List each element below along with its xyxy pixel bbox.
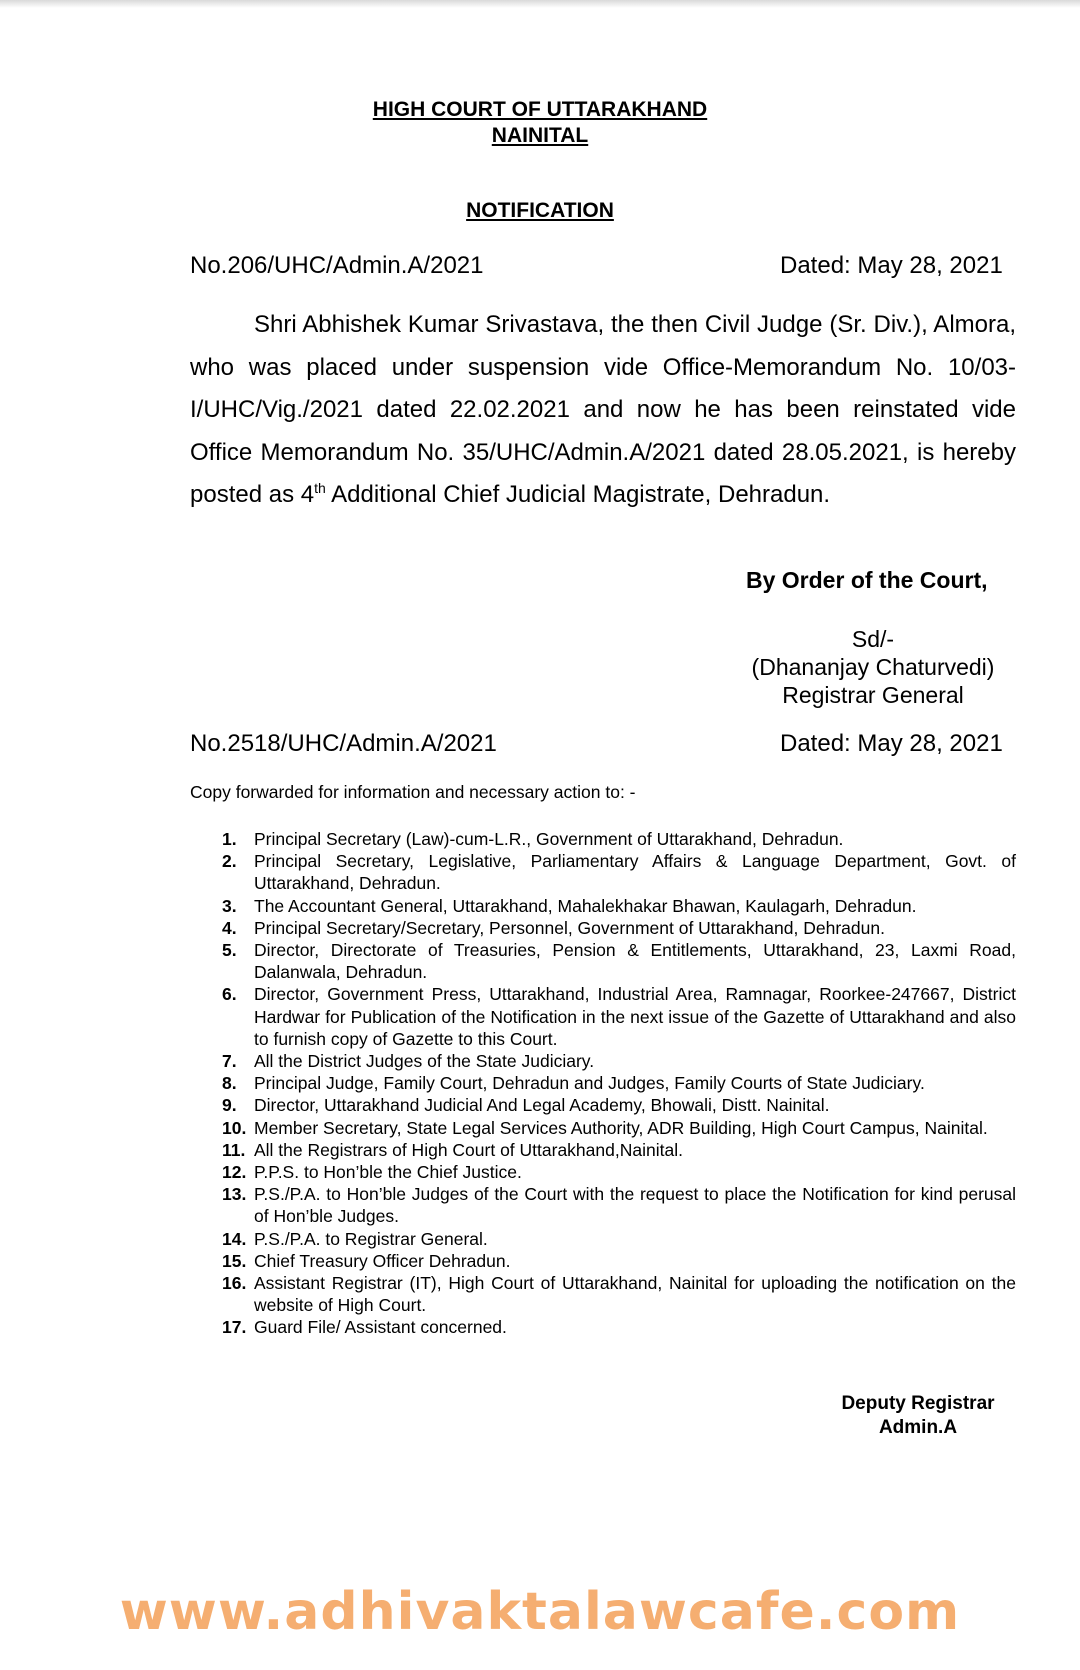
notification-body xyxy=(190,304,1016,517)
list-item xyxy=(222,828,1016,850)
list-item xyxy=(222,1094,1016,1116)
list-item-text: P.S./P.A. to Hon’ble Judges of the Court with the request to place the Notification for kind perusal of Hon’ble Judges. xyxy=(254,1184,1016,1227)
list-item xyxy=(222,917,1016,939)
court-title: HIGH COURT OF UTTARAKHAND xyxy=(372,98,708,121)
list-item-text: Member Secretary, State Legal Services Authority, ADR Building, High Court Campus, Nainital. xyxy=(254,1117,988,1138)
website-watermark: www.adhivaktalawcafe.com xyxy=(119,1582,961,1642)
body-text-part-1: Shri Abhishek Kumar Srivastava, the then Civil Judge (Sr. Div.), Almora, who was placed under suspension vide Office-Memorandum No. 10/03-I/UHC/Vig./2021 dated 22.02.2021 and now he has been reinstated vide Office Memorandum No. 35/UHC/Admin.A/2021 dated 28.05.2021, is hereby posted as 4 xyxy=(190,311,1016,508)
deputy-registrar-section: Admin.A xyxy=(878,1417,958,1438)
list-item-number: 7. xyxy=(222,1051,237,1072)
list-item-text: Guard File/ Assistant concerned. xyxy=(254,1317,507,1338)
list-item-number: 5. xyxy=(222,940,237,961)
by-order-line: By Order of the Court, xyxy=(746,567,988,593)
list-item xyxy=(222,1228,1016,1250)
list-item-number: 8. xyxy=(222,1073,237,1094)
list-item xyxy=(222,983,1016,1050)
court-place: NAINITAL xyxy=(491,124,589,147)
list-item xyxy=(222,1183,1016,1227)
signatory-name: (Dhananjay Chaturvedi) xyxy=(751,654,995,680)
list-item-text: Director, Directorate of Treasuries, Pension & Entitlements, Uttarakhand, 23, Laxmi Road, Dalanwala, Dehradun. xyxy=(254,940,1016,983)
list-item-number: 16. xyxy=(222,1273,247,1294)
list-item xyxy=(222,1050,1016,1072)
list-item-number: 4. xyxy=(222,917,237,938)
list-item-number: 15. xyxy=(222,1250,247,1271)
list-item-text: Principal Secretary, Legislative, Parliamentary Affairs & Language Department, Govt. of Uttarakhand, Dehradun. xyxy=(254,851,1016,894)
list-item-number: 17. xyxy=(222,1317,247,1338)
list-item-text: All the Registrars of High Court of Uttarakhand,Nainital. xyxy=(254,1139,683,1160)
list-item-number: 1. xyxy=(222,829,237,849)
list-item xyxy=(222,895,1016,917)
list-item xyxy=(222,1250,1016,1272)
endorsement-number: No.2518/UHC/Admin.A/2021 xyxy=(190,730,497,757)
list-item-text: Director, Government Press, Uttarakhand, Industrial Area, Ramnagar, Roorkee-247667, District Hardwar for Publication of the Notification in the next issue of the Gazette of Uttarakhand and also to furnish copy of Gazette to this Court. xyxy=(254,984,1016,1049)
list-item xyxy=(222,1272,1016,1316)
list-item-text: P.P.S. to Hon’ble the Chief Justice. xyxy=(254,1162,522,1183)
list-item-text: Principal Secretary (Law)-cum-L.R., Government of Uttarakhand, Dehradun. xyxy=(254,829,844,849)
list-item-text: Principal Judge, Family Court, Dehradun and Judges, Family Courts of State Judiciary. xyxy=(254,1073,925,1094)
list-item xyxy=(222,1316,1016,1338)
list-item-number: 11. xyxy=(222,1139,246,1160)
list-item-text: P.S./P.A. to Registrar General. xyxy=(254,1228,488,1249)
notification-date: Dated: May 28, 2021 xyxy=(780,252,1003,279)
list-item-number: 2. xyxy=(222,851,237,872)
list-item xyxy=(222,850,1016,894)
recipient-list xyxy=(222,828,1016,1339)
body-text-part-2: Additional Chief Judicial Magistrate, Dehradun. xyxy=(325,481,831,508)
document-type-heading: NOTIFICATION xyxy=(466,199,614,222)
signature-sd: Sd/- xyxy=(851,626,895,652)
list-item xyxy=(222,1139,1016,1161)
deputy-registrar-title: Deputy Registrar xyxy=(841,1393,995,1414)
list-item-number: 14. xyxy=(222,1228,247,1249)
endorsement-date: Dated: May 28, 2021 xyxy=(780,730,1003,757)
signatory-designation: Registrar General xyxy=(782,682,964,708)
list-item xyxy=(222,1072,1016,1094)
ordinal-superscript: th xyxy=(314,480,326,496)
registrar-signature-block xyxy=(728,625,1018,709)
list-item-number: 13. xyxy=(222,1184,247,1205)
list-item xyxy=(222,1117,1016,1139)
list-item xyxy=(222,939,1016,983)
copy-forwarded-intro: Copy forwarded for information and necessary action to: - xyxy=(190,782,636,802)
list-item-number: 9. xyxy=(222,1095,237,1116)
list-item-number: 6. xyxy=(222,984,237,1005)
notification-number: No.206/UHC/Admin.A/2021 xyxy=(190,252,484,279)
list-item-text: The Accountant General, Uttarakhand, Mahalekhakar Bhawan, Kaulagarh, Dehradun. xyxy=(254,895,917,916)
list-item-text: Assistant Registrar (IT), High Court of Uttarakhand, Nainital for uploading the notification on the website of High Court. xyxy=(254,1273,1016,1316)
deputy-registrar-signature xyxy=(818,1392,1018,1440)
list-item-number: 12. xyxy=(222,1162,247,1183)
list-item-text: Chief Treasury Officer Dehradun. xyxy=(254,1250,511,1271)
list-item-number: 3. xyxy=(222,895,237,916)
list-item-number: 10. xyxy=(222,1117,247,1138)
list-item-text: Principal Secretary/Secretary, Personnel, Government of Uttarakhand, Dehradun. xyxy=(254,917,885,938)
list-item xyxy=(222,1161,1016,1183)
page-top-shadow xyxy=(0,0,1080,8)
list-item-text: All the District Judges of the State Judiciary. xyxy=(254,1051,595,1072)
list-item-text: Director, Uttarakhand Judicial And Legal Academy, Bhowali, Distt. Nainital. xyxy=(254,1095,830,1116)
